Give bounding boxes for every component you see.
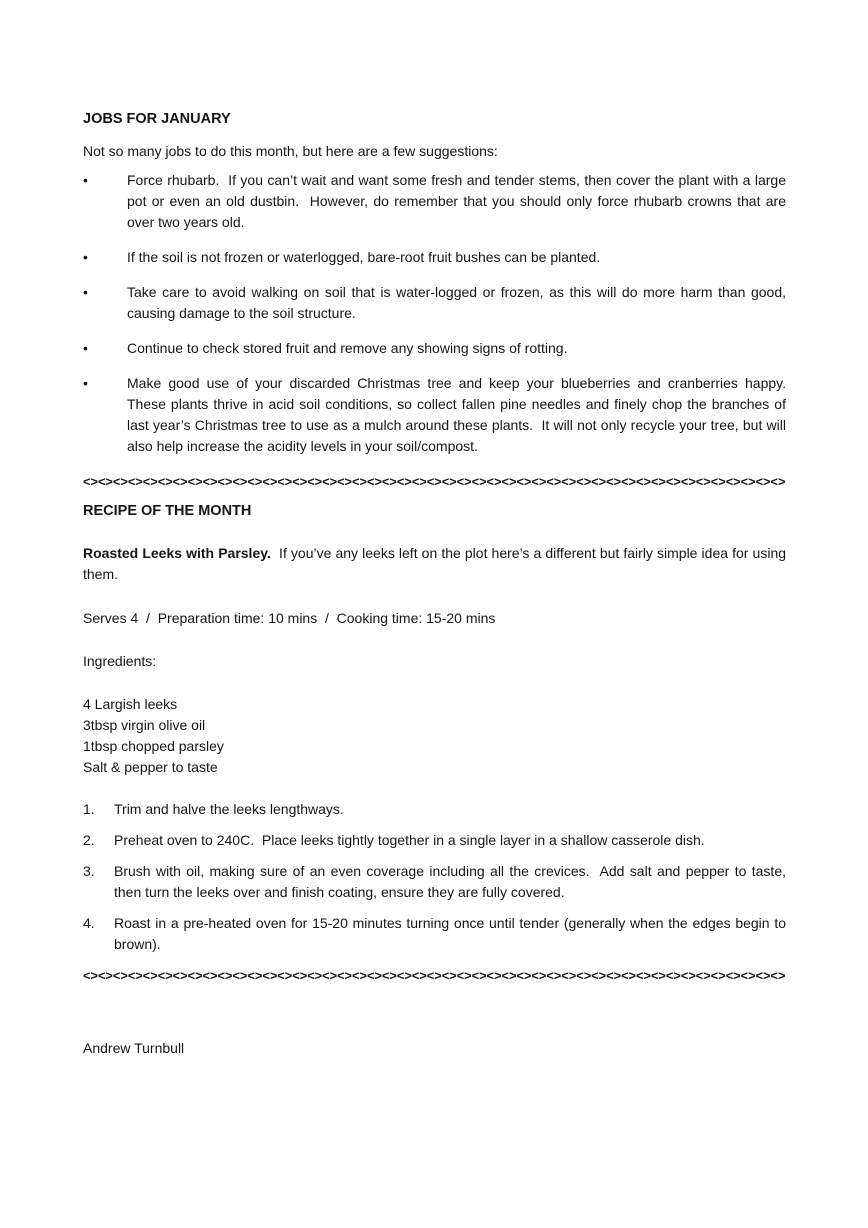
step-number: 3. — [83, 863, 95, 879]
bullet-text: Force rhubarb. If you can’t wait and want some fresh and tender stems, then cover the plant with a large pot or even an old dustbin. However, do remember that you should only force rhubarb crowns that are over two years old. — [127, 172, 790, 230]
bullet-icon: • — [83, 172, 88, 188]
ingredient-item: Salt & pepper to taste — [83, 759, 218, 775]
step-number: 4. — [83, 915, 95, 931]
step-text: Trim and halve the leeks lengthways. — [114, 801, 344, 817]
jobs-bullet-list — [83, 170, 794, 457]
jobs-section-title: JOBS FOR JANUARY — [83, 111, 231, 127]
bullet-icon: • — [83, 375, 88, 391]
list-item — [83, 373, 794, 457]
step-item — [83, 830, 786, 851]
dish-intro-paragraph — [83, 543, 790, 585]
method-steps-list — [83, 799, 790, 955]
bullet-icon: • — [83, 249, 88, 265]
bullet-text: Continue to check stored fruit and remove any showing signs of rotting. — [127, 340, 568, 356]
ingredients-label: Ingredients: — [83, 653, 157, 669]
ingredient-item: 1tbsp chopped parsley — [83, 738, 224, 754]
step-number: 1. — [83, 801, 95, 817]
ingredient-item: 4 Largish leeks — [83, 696, 178, 712]
step-number: 2. — [83, 832, 95, 848]
section-divider: <><><><><><><><><><><><><><><><><><><><><><><><><><><><><><><><><><><><><><><><><><><><><><><> — [83, 474, 786, 489]
jobs-intro: Not so many jobs to do this month, but here are a few suggestions: — [83, 143, 498, 159]
step-text: Preheat oven to 240C. Place leeks tightly together in a single layer in a shallow casserole dish. — [114, 832, 705, 848]
list-item — [83, 338, 786, 359]
step-item — [83, 799, 786, 820]
step-item — [83, 913, 790, 955]
recipe-section-title: RECIPE OF THE MONTH — [83, 503, 252, 519]
list-item — [83, 247, 786, 268]
bullet-icon: • — [83, 340, 88, 356]
serving-info: Serves 4 / Preparation time: 10 mins / Cooking time: 15-20 mins — [83, 610, 496, 626]
signature: Andrew Turnbull — [83, 1040, 185, 1056]
step-text: Brush with oil, making sure of an even coverage including all the crevices. Add salt and pepper to taste, then turn the leeks over and finish coating, ensure they are fully covered. — [114, 863, 790, 900]
ingredients-list — [83, 694, 786, 778]
list-item — [83, 282, 790, 324]
bullet-text: Take care to avoid walking on soil that is water-logged or frozen, as this will do more harm than good, causing damage to the soil structure. — [127, 284, 790, 321]
dish-description: If you’ve any leeks left on the plot here’s a different but fairly simple idea for using them. — [83, 545, 790, 582]
bullet-text: Make good use of your discarded Christmas tree and keep your blueberries and cranberries happy. These plants thrive in acid soil conditions, so collect fallen pine needles and finely chop the branches of last year’s Christmas tree to use as a mulch around these plants. It will not only recycle your tree, but will also help increase the acidity levels in your soil/compost. — [127, 375, 794, 454]
bullet-icon: • — [83, 284, 88, 300]
step-text: Roast in a pre-heated oven for 15-20 minutes turning once until tender (generally when the edges begin to brown). — [114, 915, 790, 952]
bullet-text: If the soil is not frozen or waterlogged, bare-root fruit bushes can be planted. — [127, 249, 601, 265]
step-item — [83, 861, 790, 903]
ingredient-item: 3tbsp virgin olive oil — [83, 717, 206, 733]
section-divider: <><><><><><><><><><><><><><><><><><><><><><><><><><><><><><><><><><><><><><><><><><><><><><><> — [83, 968, 786, 983]
list-item — [83, 170, 790, 233]
dish-name: Roasted Leeks with Parsley. — [83, 545, 271, 561]
